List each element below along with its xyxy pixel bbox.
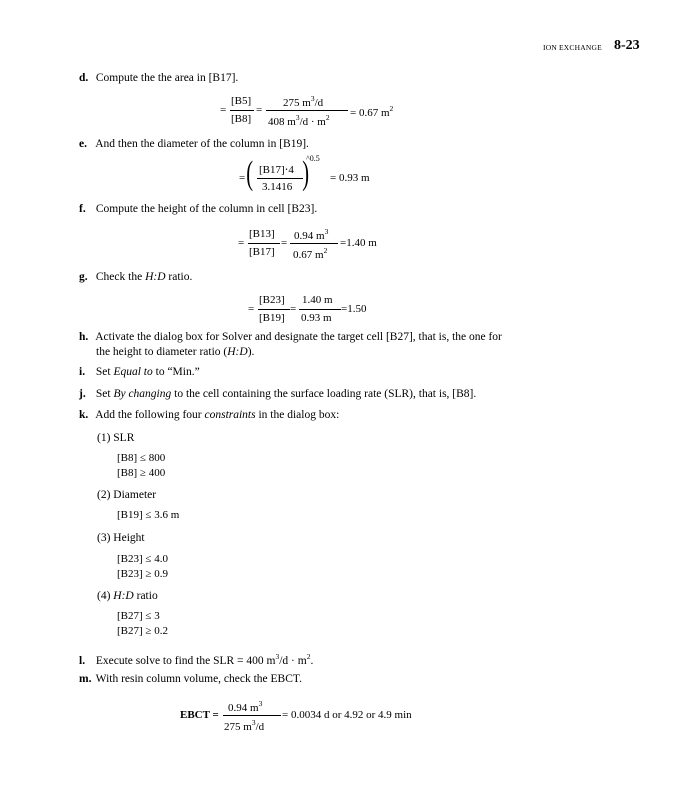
running-header-section: ION EXCHANGE <box>543 43 602 52</box>
result: = 0.0034 d or 4.92 or 4.9 min <box>282 709 412 721</box>
constraint-row: [B23] ≤ 4.0 <box>117 553 168 565</box>
equals-sign: = <box>248 303 255 315</box>
numerator-2: 0.94 $m^3$ <box>294 227 329 242</box>
step-letter: j. <box>79 388 86 400</box>
constraint-label: (3) Height <box>97 532 145 544</box>
result: =1.50 <box>341 303 367 315</box>
step-k <box>79 409 339 421</box>
ebct-label: EBCT = <box>180 709 219 721</box>
step-j <box>79 388 476 400</box>
step-text: . <box>310 655 314 667</box>
step-text: /d · m <box>279 655 307 667</box>
constraint-row: [B8] ≥ 400 <box>117 467 166 479</box>
numerator: 0.94 $m^3$ <box>228 699 263 714</box>
step-text: Compute the height of the column in cell [B23]. <box>95 203 318 215</box>
step-text: Add the following four <box>95 409 205 421</box>
denominator: [B17] <box>249 246 275 258</box>
equals-sign: = <box>238 237 245 249</box>
step-letter: d. <box>79 72 89 84</box>
equals-sign: = <box>281 237 288 249</box>
step-text: With resin column volume, check the EBCT. <box>95 673 302 685</box>
constraint-row: [B23] ≥ 0.9 <box>117 568 168 580</box>
step-letter: k. <box>79 409 89 421</box>
constraint-label: (2) Diameter <box>97 489 157 501</box>
step-letter: g. <box>79 271 88 283</box>
step-letter: l. <box>79 655 86 667</box>
numerator: [B23] <box>259 294 285 306</box>
constraint-row: [B19] ≤ 3.6 m <box>117 509 180 521</box>
step-letter: h. <box>79 331 89 343</box>
step-text: Set <box>95 388 114 400</box>
step-text-italic: H:D <box>227 346 248 358</box>
equals-sign: = <box>220 104 227 116</box>
step-text: the height to diameter ratio ( <box>96 346 228 358</box>
step-text: Execute solve to find the SLR = 400 m <box>95 655 276 667</box>
constraint-row: [B8] ≤ 800 <box>117 452 166 464</box>
step-i <box>79 366 200 378</box>
step-text: in the dialog box: <box>255 409 340 421</box>
exponent: ^0.5 <box>306 154 320 163</box>
equals-sign: = <box>290 303 297 315</box>
step-letter: f. <box>79 203 86 215</box>
constraint-label: (1) SLR <box>97 432 135 444</box>
step-text: Activate the dialog box for Solver and designate the target cell [B27], that is, the one for <box>95 331 502 343</box>
step-h <box>79 331 502 343</box>
numerator: [B5] <box>231 95 252 107</box>
step-letter: e. <box>79 138 87 150</box>
right-paren: ) <box>302 155 310 192</box>
step-text-italic: Equal to <box>113 366 153 378</box>
denominator: 3.1416 <box>262 181 293 193</box>
step-f <box>79 203 317 215</box>
step-text: Set <box>95 366 114 378</box>
result: = 0.93 m <box>330 172 370 184</box>
denominator-2: 0.67 $m^2$ <box>293 246 328 261</box>
constraint-row: [B27] ≥ 0.2 <box>117 625 168 637</box>
step-text-italic: By changing <box>113 388 172 400</box>
step-letter: i. <box>79 366 86 378</box>
step-text: ratio. <box>165 271 193 283</box>
step-text: And then the diameter of the column in [B19]. <box>95 138 309 150</box>
numerator-2: 275 $m^3/d$ <box>283 94 324 109</box>
step-text: Compute the the area in [B17]. <box>95 72 239 84</box>
step-m <box>79 673 302 685</box>
numerator: [B17]⋅4 <box>259 164 294 176</box>
equals-sign: = <box>256 104 263 116</box>
step-g <box>79 271 192 283</box>
denominator-2: 408 $m^3/d \cdot m^2$ <box>268 113 330 128</box>
step-l: l. Execute solve to find the SLR = 400 $m^3/d \cdot m^2$. <box>79 652 314 667</box>
step-h-line2 <box>96 346 254 358</box>
step-e <box>79 138 309 150</box>
numerator: [B13] <box>249 228 275 240</box>
constraint-label: (4) H:D ratio <box>97 590 158 602</box>
denominator: 275 $m^3/d$ <box>224 718 265 733</box>
step-text: ). <box>247 346 255 358</box>
equals-sign: = <box>239 172 246 184</box>
step-text-italic: constraints <box>204 409 256 421</box>
result: =1.40 m <box>340 237 377 249</box>
step-d <box>79 72 238 84</box>
step-text-italic: H:D <box>145 271 166 283</box>
constraint-row: [B27] ≤ 3 <box>117 610 160 622</box>
page-number: 8-23 <box>614 38 640 53</box>
step-text: to “Min.” <box>152 366 200 378</box>
step-letter: m. <box>79 673 92 685</box>
denominator-2: 0.93 m <box>301 312 332 324</box>
result: = 0.67 $m^2$ <box>350 104 394 119</box>
step-text: Check the <box>95 271 146 283</box>
denominator: [B19] <box>259 312 285 324</box>
numerator-2: 1.40 m <box>302 294 333 306</box>
left-paren: ( <box>246 155 254 192</box>
step-text: to the cell containing the surface loading rate (SLR), that is, [B8]. <box>171 388 477 400</box>
denominator: [B8] <box>231 113 252 125</box>
